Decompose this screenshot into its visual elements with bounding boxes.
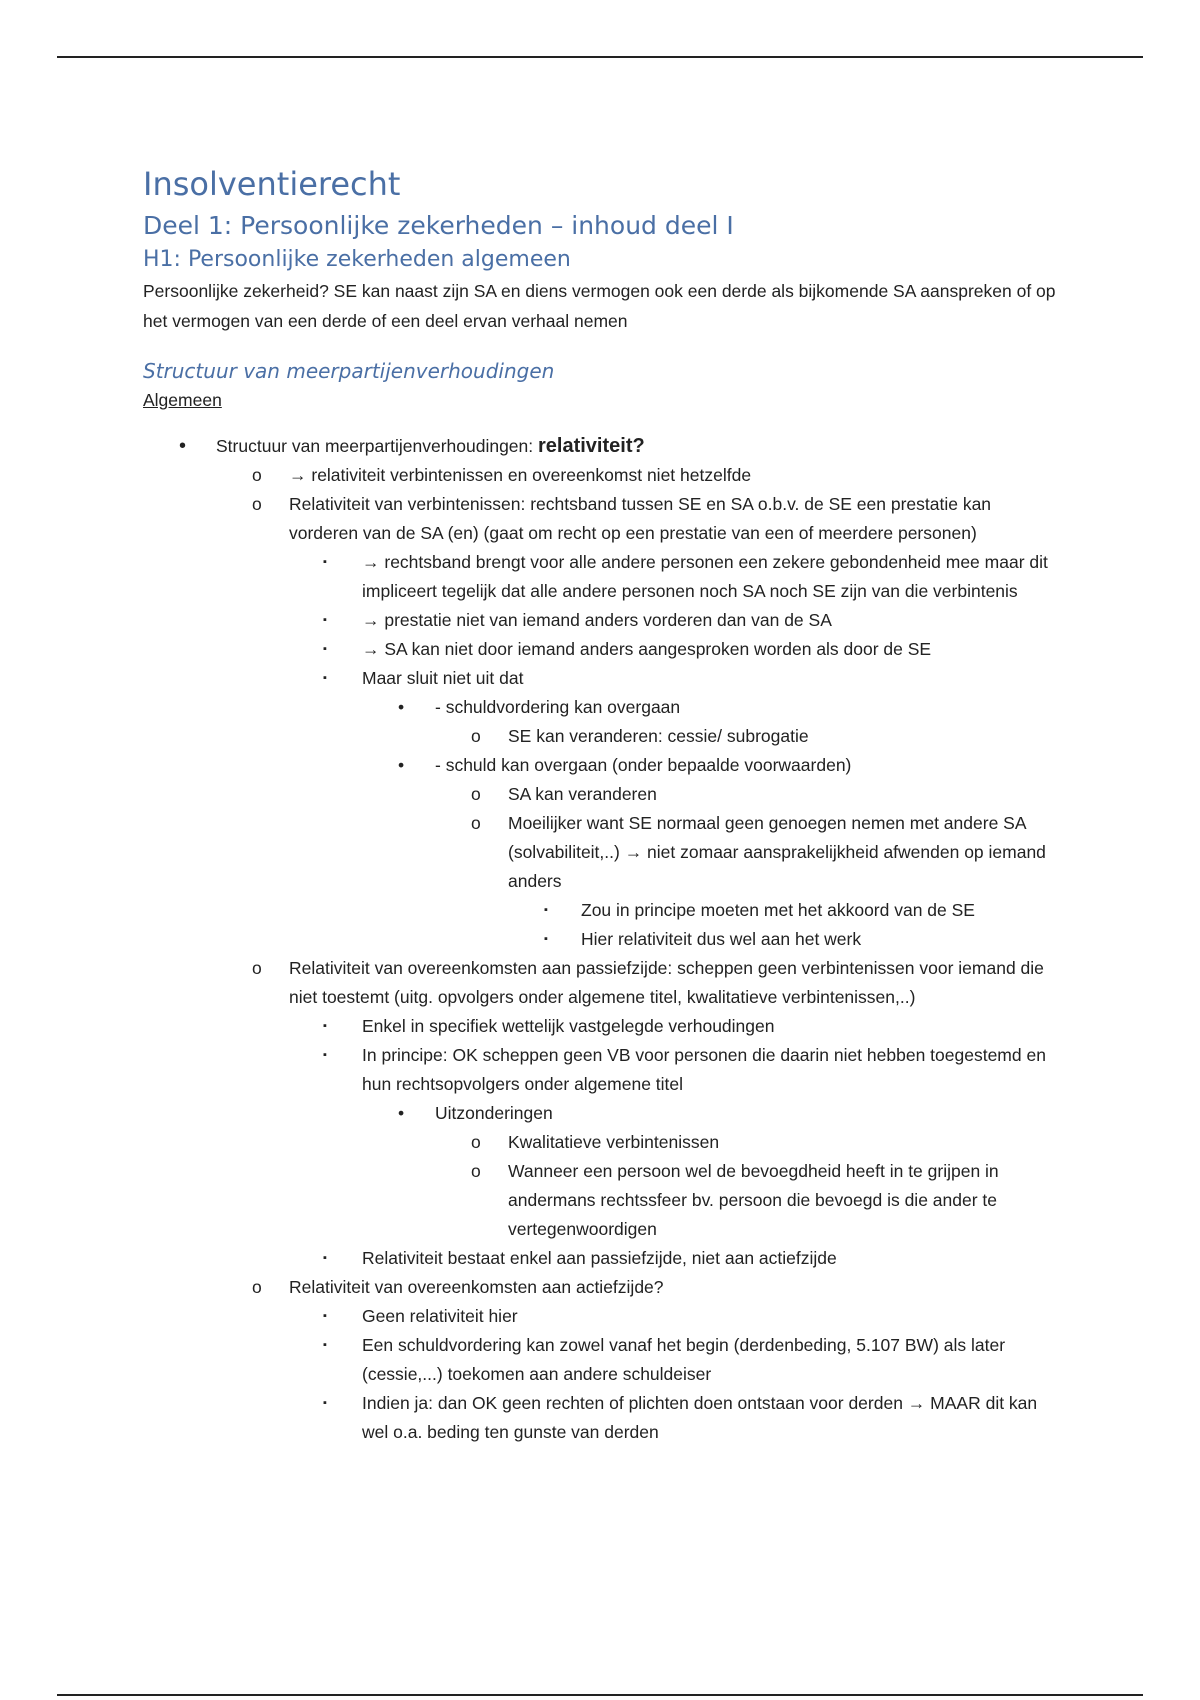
square-marker: ▪ xyxy=(544,904,548,916)
list-item-text: Wanneer een persoon wel de bevoegdheid heeft in te grijpen in andermans rechtssfeer bv. persoon die bevoegd is die ander te vertegenwoordigen xyxy=(508,1161,999,1239)
circle-marker: o xyxy=(252,1277,262,1297)
bullet-marker: • xyxy=(398,1103,405,1123)
list-item-text: Relativiteit van overeenkomsten aan actiefzijde? xyxy=(289,1277,664,1297)
circle-marker: o xyxy=(471,784,481,804)
list-item-text: - schuldvordering kan overgaan xyxy=(435,697,681,717)
circle-marker: o xyxy=(471,1132,481,1152)
list-item-text: Uitzonderingen xyxy=(435,1103,553,1123)
bullet-marker: • xyxy=(179,435,187,457)
list-item xyxy=(289,548,1063,606)
square-marker: ▪ xyxy=(323,1020,327,1032)
list-item xyxy=(362,751,1063,954)
square-marker: ▪ xyxy=(323,556,327,568)
list-item xyxy=(435,1128,1063,1157)
list-item xyxy=(289,1331,1063,1389)
sublist xyxy=(435,1128,1063,1244)
square-marker: ▪ xyxy=(323,1397,327,1409)
bullet-marker: • xyxy=(398,697,405,717)
sublist xyxy=(362,693,1063,954)
document-title: Insolventierecht xyxy=(143,165,401,203)
list-item-text: SA kan veranderen xyxy=(508,784,657,804)
list-item xyxy=(289,664,1063,954)
list-item-text: Structuur van meerpartijenverhoudingen: xyxy=(216,436,538,456)
list-item xyxy=(289,1302,1063,1331)
square-marker: ▪ xyxy=(544,933,548,945)
list-item-text: Hier relativiteit dus wel aan het werk xyxy=(581,929,862,949)
circle-marker: o xyxy=(471,813,481,833)
outline-list xyxy=(143,432,1063,1447)
square-marker: ▪ xyxy=(323,1339,327,1351)
sublist xyxy=(435,780,1063,954)
header-rule xyxy=(57,56,1143,58)
list-item-text: Een schuldvordering kan zowel vanaf het begin (derdenbeding, 5.107 BW) als later (cessie,...) toekomen aan andere schuldeiser xyxy=(362,1335,1006,1384)
list-item xyxy=(508,896,1063,925)
list-item xyxy=(508,925,1063,954)
list-item-text: Geen relativiteit hier xyxy=(362,1306,518,1326)
list-item xyxy=(289,606,1063,635)
sublist xyxy=(289,548,1063,954)
square-marker: ▪ xyxy=(323,1252,327,1264)
list-item-text: In principe: OK scheppen geen VB voor personen die daarin niet hebben toegestemd en hun rechtsopvolgers onder algemene titel xyxy=(362,1045,1046,1094)
subsection-heading: Algemeen xyxy=(143,390,222,410)
footer-rule xyxy=(57,1694,1143,1696)
list-item-text: SE kan veranderen: cessie/ subrogatie xyxy=(508,726,809,746)
intro-paragraph: Persoonlijke zekerheid? SE kan naast zijn SA en diens vermogen ook een derde als bijkomende SA aanspreken of op het vermogen van een derde of een deel ervan verhaal nemen xyxy=(143,281,1056,331)
list-item xyxy=(362,693,1063,751)
sublist xyxy=(289,1012,1063,1273)
list-item-text: - schuld kan overgaan (onder bepaalde voorwaarden) xyxy=(435,755,852,775)
part-heading: Deel 1: Persoonlijke zekerheden – inhoud deel I xyxy=(143,211,734,240)
square-marker: ▪ xyxy=(323,1049,327,1061)
section-heading: Structuur van meerpartijenverhoudingen xyxy=(143,359,555,383)
list-item xyxy=(216,461,1063,490)
list-item-text: Zou in principe moeten met het akkoord van de SE xyxy=(581,900,975,920)
list-item xyxy=(216,1273,1063,1447)
square-marker: ▪ xyxy=(323,1310,327,1322)
list-item-text: Indien ja: dan OK geen rechten of plichten doen ontstaan voor derden → MAAR dit kan wel o.a. beding ten gunste van derden xyxy=(362,1393,1038,1442)
list-item-text: Relativiteit bestaat enkel aan passiefzijde, niet aan actiefzijde xyxy=(362,1248,837,1268)
bullet-marker: • xyxy=(398,755,405,775)
list-item xyxy=(435,722,1063,751)
circle-marker: o xyxy=(252,465,262,485)
list-item xyxy=(289,1244,1063,1273)
sublist xyxy=(289,1302,1063,1447)
sublist xyxy=(435,722,1063,751)
list-item-text: → relativiteit verbintenissen en overeenkomst niet hetzelfde xyxy=(289,465,752,485)
circle-marker: o xyxy=(252,494,262,514)
list-item xyxy=(216,490,1063,954)
list-item-text: Kwalitatieve verbintenissen xyxy=(508,1132,720,1152)
list-item xyxy=(435,780,1063,809)
sublist xyxy=(508,896,1063,954)
sublist xyxy=(216,461,1063,1447)
circle-marker: o xyxy=(471,726,481,746)
list-item xyxy=(435,1157,1063,1244)
list-item-text: Relativiteit van verbintenissen: rechtsband tussen SE en SA o.b.v. de SE een prestatie kan vorderen van de SA (en) (gaat om recht op een prestatie van een of meerdere personen) xyxy=(289,494,992,543)
list-item xyxy=(435,809,1063,954)
sublist xyxy=(362,1099,1063,1244)
document-body xyxy=(143,164,1063,1447)
list-item xyxy=(289,1389,1063,1447)
circle-marker: o xyxy=(471,1161,481,1181)
list-item xyxy=(289,635,1063,664)
list-item xyxy=(289,1041,1063,1244)
list-item-text: Maar sluit niet uit dat xyxy=(362,668,524,688)
square-marker: ▪ xyxy=(323,614,327,626)
list-item xyxy=(143,432,1063,1447)
list-item-text: Relativiteit van overeenkomsten aan passiefzijde: scheppen geen verbintenissen voor iemand die niet toestemt (uitg. opvolgers onder algemene titel, kwalitatieve verbintenissen,..) xyxy=(289,958,1044,1007)
list-item-text: → SA kan niet door iemand anders aangesproken worden als door de SE xyxy=(362,639,932,659)
chapter-heading: H1: Persoonlijke zekerheden algemeen xyxy=(143,247,571,272)
list-item xyxy=(289,1012,1063,1041)
list-item-bold: relativiteit? xyxy=(538,435,645,457)
list-item-text: → prestatie niet van iemand anders vorderen dan van de SA xyxy=(362,610,832,630)
list-item xyxy=(216,954,1063,1273)
list-item-text: Moeilijker want SE normaal geen genoegen nemen met andere SA (solvabiliteit,..) → niet zomaar aansprakelijkheid afwenden op iemand anders xyxy=(508,813,1046,891)
circle-marker: o xyxy=(252,958,262,978)
list-item xyxy=(362,1099,1063,1244)
square-marker: ▪ xyxy=(323,643,327,655)
square-marker: ▪ xyxy=(323,672,327,684)
list-item-text: Enkel in specifiek wettelijk vastgelegde verhoudingen xyxy=(362,1016,775,1036)
list-item-text: → rechtsband brengt voor alle andere personen een zekere gebondenheid mee maar dit impliceert tegelijk dat alle andere personen noch SA noch SE zijn van die verbintenis xyxy=(362,552,1048,601)
